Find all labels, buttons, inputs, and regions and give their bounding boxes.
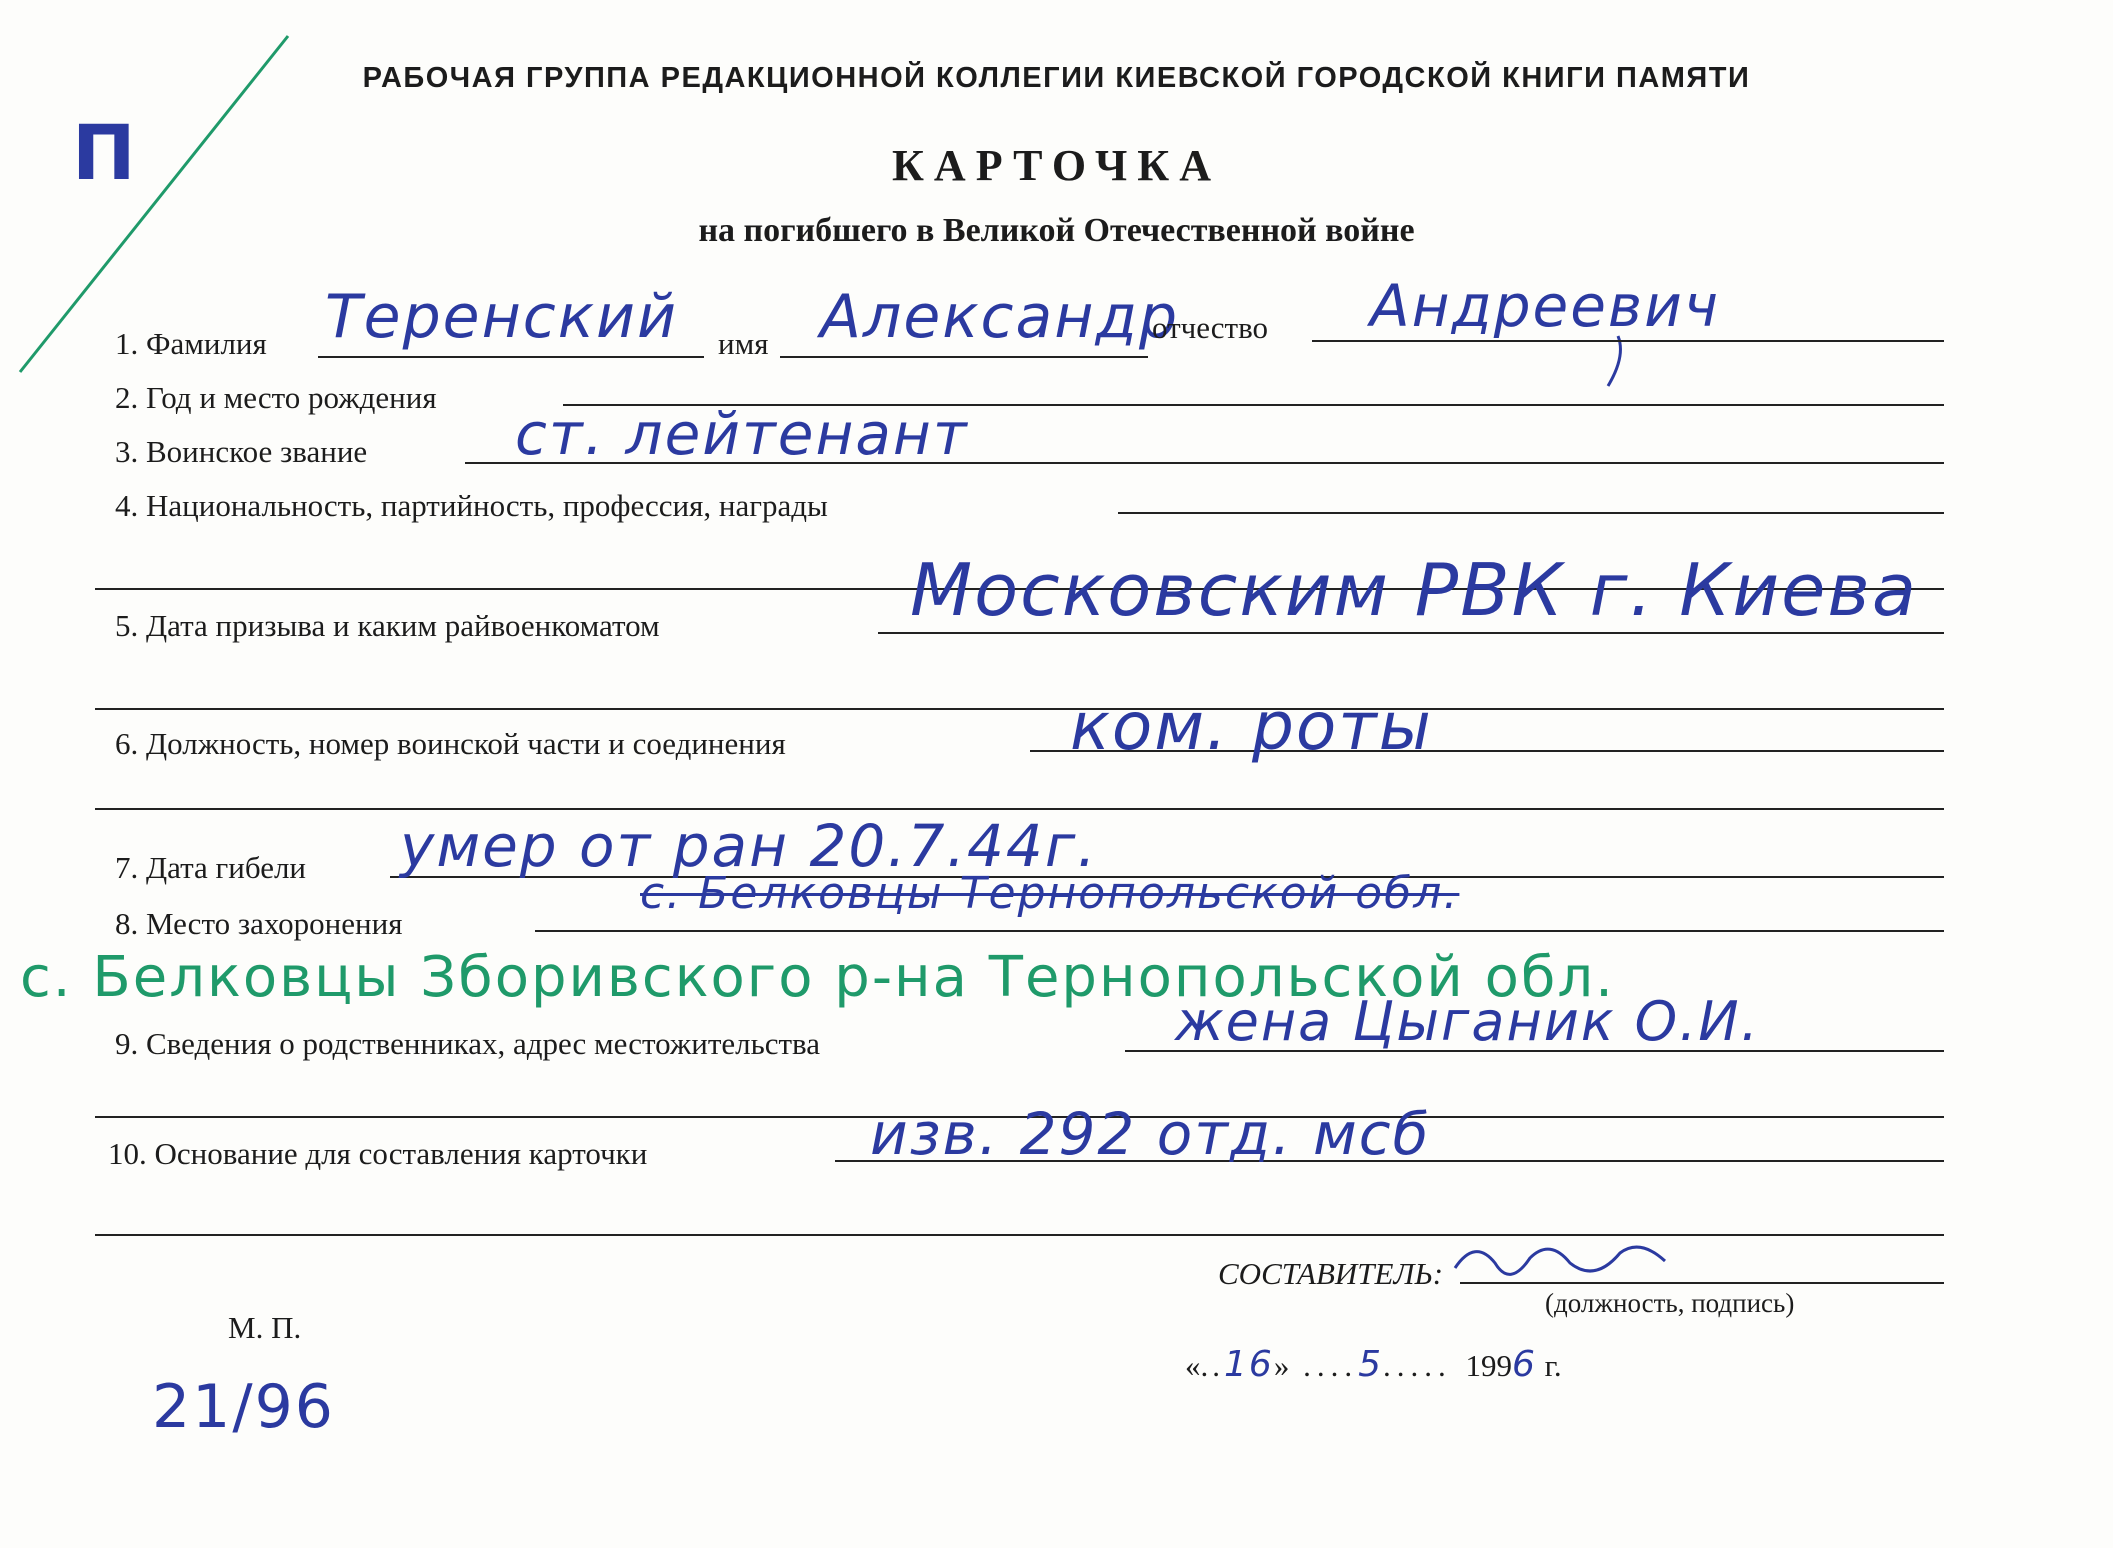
- nationality-label: 4. Национальность, партийность, профессия, награды: [115, 488, 828, 523]
- patronymic-rule: [1312, 340, 1944, 342]
- surname-rule: [318, 356, 704, 358]
- patronymic-label: отчество: [1152, 310, 1268, 345]
- position-rule-2: [95, 808, 1944, 810]
- date-open-quote: «: [1185, 1348, 1201, 1383]
- ink-flourish: [1608, 336, 1620, 386]
- death-date-value: умер от ран 20.7.44г.: [400, 812, 1098, 880]
- date-suffix: г.: [1544, 1348, 1562, 1383]
- date-year: 199: [1465, 1348, 1512, 1383]
- draft-label: 5. Дата призыва и каким райвоенкоматом: [115, 608, 660, 643]
- organization-header: РАБОЧАЯ ГРУППА РЕДАКЦИОННОЙ КОЛЛЕГИИ КИЕВСКОЙ ГОРОДСКОЙ КНИГИ ПАМЯТИ: [362, 62, 1751, 94]
- basis-label: 10. Основание для составления карточки: [108, 1136, 648, 1171]
- position-caption: (должность, подпись): [1545, 1288, 1795, 1318]
- date-line: «..16» ....5..... 1996 г.: [1185, 1344, 1562, 1385]
- nationality-rule: [1118, 512, 1944, 514]
- rank-value: ст. лейтенант: [515, 400, 969, 468]
- basis-value: изв. 292 отд. мсб: [870, 1100, 1431, 1168]
- draft-value: Московским РВК г. Киева: [910, 548, 1918, 632]
- position-value: ком. роты: [1070, 688, 1433, 765]
- burial-label: 8. Место захоронения: [115, 906, 403, 941]
- compiler-rule: [1460, 1282, 1944, 1284]
- birth-label: 2. Год и место рождения: [115, 380, 437, 415]
- date-close-quote: »: [1273, 1348, 1290, 1383]
- surname-value: Теренский: [325, 282, 679, 352]
- signature-stroke: [1455, 1247, 1665, 1274]
- draft-rule: [878, 632, 1944, 634]
- corner-mark: П: [72, 108, 138, 197]
- relatives-label: 9. Сведения о родственниках, адрес местожительства: [115, 1026, 821, 1061]
- card-number: 21/96: [152, 1372, 335, 1442]
- date-year-handwritten: 6: [1511, 1344, 1537, 1385]
- date-day: 16: [1224, 1344, 1274, 1385]
- card-title: КАРТОЧКА: [892, 141, 1221, 190]
- position-label: 6. Должность, номер воинской части и соединения: [115, 726, 786, 761]
- rank-label: 3. Воинское звание: [115, 434, 368, 469]
- firstname-value: Александр: [820, 282, 1180, 352]
- seal-placeholder: М. П.: [228, 1310, 302, 1345]
- firstname-rule: [780, 356, 1148, 358]
- burial-rule: [535, 930, 1944, 932]
- patronymic-value: Андреевич: [1370, 272, 1721, 340]
- date-month: 5: [1358, 1344, 1383, 1385]
- surname-label: 1. Фамилия: [115, 326, 267, 361]
- burial-struck-value: с. Белковцы Тернопольской обл.: [640, 868, 1460, 919]
- card-subtitle: на погибшего в Великой Отечественной войне: [698, 212, 1415, 249]
- burial-value: с. Белковцы Зборивского р-на Тернопольской обл.: [20, 945, 1615, 1010]
- compiler-label: СОСТАВИТЕЛЬ:: [1218, 1256, 1444, 1291]
- firstname-label: имя: [718, 326, 769, 361]
- death-date-label: 7. Дата гибели: [115, 850, 307, 885]
- basis-rule-2: [95, 1234, 1944, 1236]
- relatives-value: жена Цыганик О.И.: [1175, 990, 1760, 1053]
- draft-rule-2: [95, 708, 1944, 710]
